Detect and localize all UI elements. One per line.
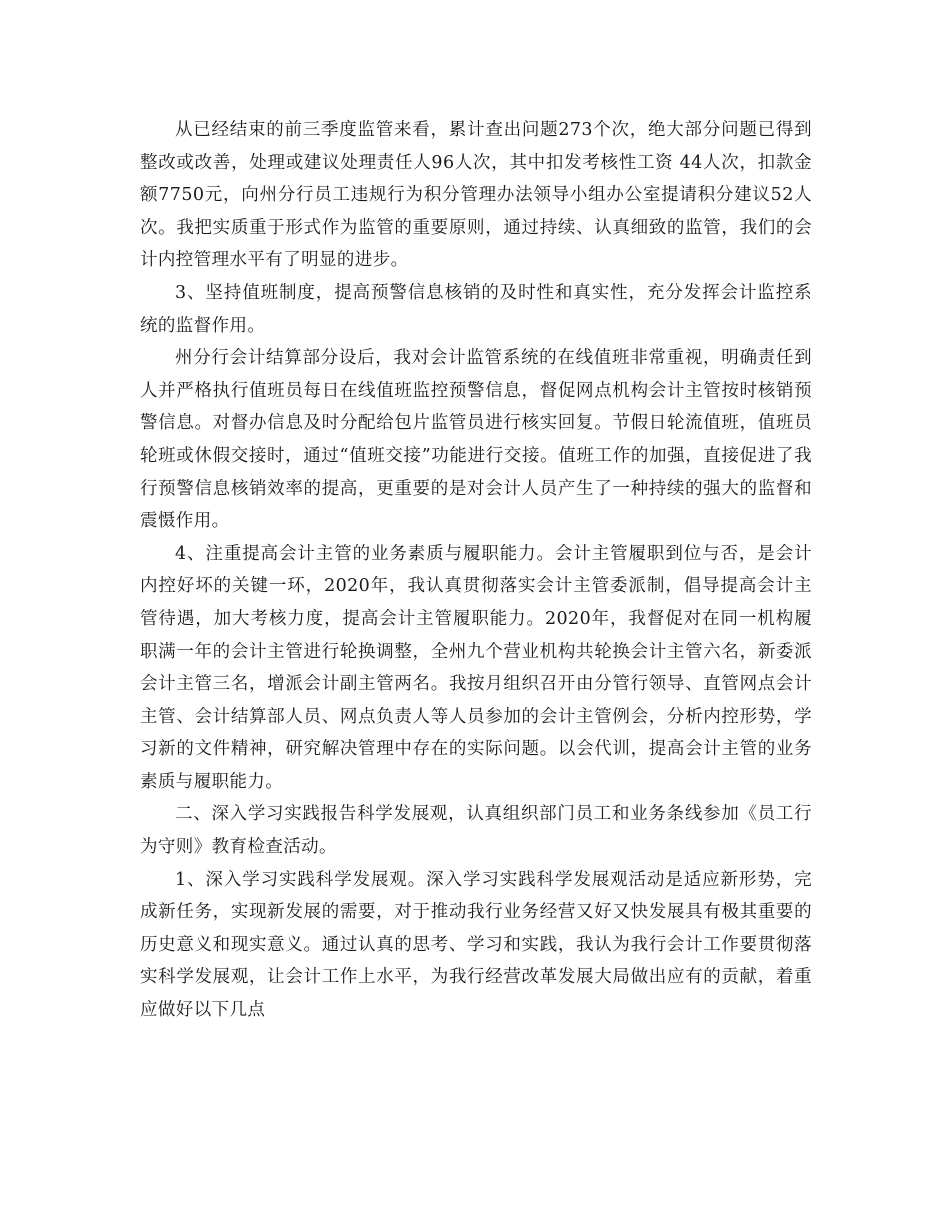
- paragraph-scientific-development: 1、深入学习实践科学发展观。深入学习实践科学发展观活动是适应新形势，完成新任务，实现新发展的需要，对于推动我行业务经营又好又快发展具有极其重要的历史意义和现实意义。通过认真的思考、学习和实践，我认为我行会计工作要贯彻落实科学发展观，让会计工作上水平，为我行经营改革发展大局做出应有的贡献，着重应做好以下几点: [140, 869, 812, 1021]
- paragraph-accounting-supervisor: 4、注重提高会计主管的业务素质与履职能力。会计主管履职到位与否，是会计内控好坏的关键一环，2020年，我认真贯彻落实会计主管委派制，倡导提高会计主管待遇，加大考核力度，提高会计主管履职能力。2020年，我督促对在同一机构履职满一年的会计主管进行轮换调整，全州九个营业机构共轮换会计主管六名，新委派会计主管三名，增派会计副主管两名。我按月组织召开由分管行领导、直管网点会计主管、会计结算部人员、网点负责人等人员参加的会计主管例会，分析内控形势，学习新的文件精神，研究解决管理中存在的实际问题。以会代训，提高会计主管的业务素质与履职能力。: [140, 543, 812, 792]
- paragraph-duty-system-heading: 3、坚持值班制度，提高预警信息核销的及时性和真实性，充分发挥会计监控系统的监督作用。: [140, 282, 812, 336]
- paragraph-supervision-results: 从已经结束的前三季度监管来看，累计查出问题273个次，绝大部分问题已得到整改或改善，处理或建议处理责任人96人次，其中扣发考核性工资 44人次，扣款金额7750元，向州分行员工违规行为积分管理办法领导小组办公室提请积分建议52人次。我把实质重于形式作为监管的重要原则，通过持续、认真细致的监管，我们的会计内控管理水平有了明显的进步。: [140, 120, 812, 271]
- document-body: [140, 114, 812, 1027]
- paragraph-section-two-heading: 二、深入学习实践报告科学发展观，认真组织部门员工和业务条线参加《员工行为守则》教育检查活动。: [140, 804, 812, 858]
- paragraph-duty-system-detail: 州分行会计结算部分设后，我对会计监管系统的在线值班非常重视，明确责任到人并严格执行值班员每日在线值班监控预警信息，督促网点机构会计主管按时核销预警信息。对督办信息及时分配给包片监管员进行核实回复。节假日轮流值班，值班员轮班或休假交接时，通过“值班交接”功能进行交接。值班工作的加强，直接促进了我行预警信息核销效率的提高，更重要的是对会计人员产生了一种持续的强大的监督和震慑作用。: [140, 348, 812, 532]
